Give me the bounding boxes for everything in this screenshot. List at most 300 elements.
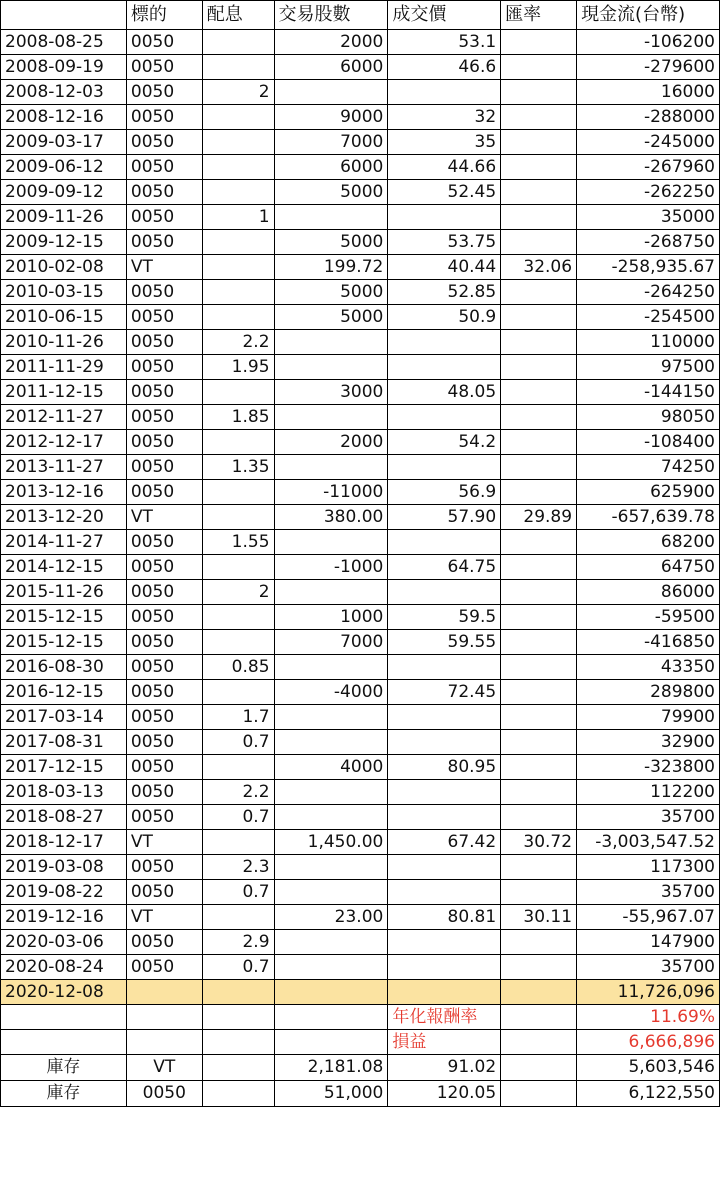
- cell-shares[interactable]: [274, 80, 388, 105]
- cell-date[interactable]: 2009-03-17: [1, 130, 127, 155]
- cell-dividend[interactable]: [202, 130, 274, 155]
- cell-cashflow[interactable]: 86000: [577, 580, 720, 605]
- cell-dividend[interactable]: [202, 505, 274, 530]
- cell-cashflow[interactable]: -144150: [577, 380, 720, 405]
- cell-date[interactable]: 2008-12-03: [1, 80, 127, 105]
- cell-ticker[interactable]: 0050: [126, 305, 202, 330]
- inventory-cell-ticker[interactable]: 0050: [126, 1081, 202, 1107]
- cell-empty[interactable]: [274, 1030, 388, 1055]
- cell-dividend[interactable]: [202, 230, 274, 255]
- cell-fx[interactable]: [501, 280, 577, 305]
- cell-cashflow[interactable]: -267960: [577, 155, 720, 180]
- cell-dividend[interactable]: [202, 680, 274, 705]
- column-header-fx[interactable]: 匯率: [501, 1, 577, 30]
- pnl-label[interactable]: 損益: [388, 1030, 501, 1055]
- cell-cashflow[interactable]: 64750: [577, 555, 720, 580]
- cell-fx[interactable]: [501, 180, 577, 205]
- cell-price[interactable]: 50.9: [388, 305, 501, 330]
- cell-ticker[interactable]: 0050: [126, 680, 202, 705]
- cell-shares[interactable]: 7000: [274, 130, 388, 155]
- cell-price[interactable]: 64.75: [388, 555, 501, 580]
- cell-cashflow[interactable]: -657,639.78: [577, 505, 720, 530]
- inventory-cell-date[interactable]: 庫存: [1, 1081, 127, 1107]
- cell-dividend[interactable]: [202, 155, 274, 180]
- cell-cashflow[interactable]: -59500: [577, 605, 720, 630]
- cell-price[interactable]: 46.6: [388, 55, 501, 80]
- cell-ticker[interactable]: 0050: [126, 580, 202, 605]
- cell-shares[interactable]: [274, 880, 388, 905]
- cell-date[interactable]: 2017-08-31: [1, 730, 127, 755]
- cell-shares[interactable]: [274, 805, 388, 830]
- cell-cashflow[interactable]: 32900: [577, 730, 720, 755]
- inventory-cell-fx[interactable]: [501, 1081, 577, 1107]
- cell-price[interactable]: [388, 655, 501, 680]
- cell-price[interactable]: [388, 405, 501, 430]
- cell-fx[interactable]: 30.11: [501, 905, 577, 930]
- cell-dividend[interactable]: [202, 605, 274, 630]
- cell-fx[interactable]: [501, 955, 577, 980]
- cell-ticker[interactable]: 0050: [126, 530, 202, 555]
- cell-price[interactable]: 53.1: [388, 30, 501, 55]
- cell-ticker[interactable]: 0050: [126, 780, 202, 805]
- cell-ticker[interactable]: 0050: [126, 155, 202, 180]
- cell-fx[interactable]: 32.06: [501, 255, 577, 280]
- cell-cashflow[interactable]: 68200: [577, 530, 720, 555]
- cell-dividend[interactable]: [202, 755, 274, 780]
- cell-fx[interactable]: [501, 155, 577, 180]
- cell-fx[interactable]: [501, 580, 577, 605]
- cell-shares[interactable]: [274, 655, 388, 680]
- cell-fx[interactable]: [501, 405, 577, 430]
- cell-ticker[interactable]: 0050: [126, 730, 202, 755]
- cell-fx[interactable]: [501, 80, 577, 105]
- cell-dividend[interactable]: [202, 555, 274, 580]
- cell-date[interactable]: 2018-08-27: [1, 805, 127, 830]
- cell-date[interactable]: 2009-12-15: [1, 230, 127, 255]
- cell-ticker[interactable]: 0050: [126, 630, 202, 655]
- cell-cashflow[interactable]: 16000: [577, 80, 720, 105]
- cell-price[interactable]: [388, 980, 501, 1005]
- cell-price[interactable]: [388, 580, 501, 605]
- cell-cashflow[interactable]: -262250: [577, 180, 720, 205]
- cell-price[interactable]: 52.85: [388, 280, 501, 305]
- cell-price[interactable]: 59.5: [388, 605, 501, 630]
- cell-shares[interactable]: [274, 855, 388, 880]
- cell-date[interactable]: 2014-11-27: [1, 530, 127, 555]
- cell-ticker[interactable]: VT: [126, 255, 202, 280]
- cell-price[interactable]: [388, 530, 501, 555]
- cell-fx[interactable]: [501, 105, 577, 130]
- cell-date[interactable]: 2016-08-30: [1, 655, 127, 680]
- cell-date[interactable]: 2011-11-29: [1, 355, 127, 380]
- cell-dividend[interactable]: [202, 105, 274, 130]
- inventory-cell-dividend[interactable]: [202, 1081, 274, 1107]
- cell-ticker[interactable]: 0050: [126, 105, 202, 130]
- cell-fx[interactable]: [501, 380, 577, 405]
- cell-cashflow[interactable]: 112200: [577, 780, 720, 805]
- cell-date[interactable]: 2020-12-08: [1, 980, 127, 1005]
- cell-date[interactable]: 2020-08-24: [1, 955, 127, 980]
- column-header-cashflow[interactable]: 現金流(台幣): [577, 1, 720, 30]
- column-header-dividend[interactable]: 配息: [202, 1, 274, 30]
- cell-shares[interactable]: [274, 205, 388, 230]
- cell-ticker[interactable]: 0050: [126, 205, 202, 230]
- cell-shares[interactable]: 23.00: [274, 905, 388, 930]
- cell-ticker[interactable]: [126, 980, 202, 1005]
- cell-shares[interactable]: 6000: [274, 155, 388, 180]
- cell-cashflow[interactable]: -258,935.67: [577, 255, 720, 280]
- cell-price[interactable]: 48.05: [388, 380, 501, 405]
- cell-fx[interactable]: [501, 30, 577, 55]
- pnl-value[interactable]: 6,666,896: [577, 1030, 720, 1055]
- cell-fx[interactable]: [501, 230, 577, 255]
- cell-fx[interactable]: [501, 780, 577, 805]
- cell-price[interactable]: 44.66: [388, 155, 501, 180]
- cell-price[interactable]: [388, 805, 501, 830]
- cell-price[interactable]: [388, 330, 501, 355]
- cell-ticker[interactable]: 0050: [126, 805, 202, 830]
- cell-price[interactable]: [388, 780, 501, 805]
- cell-cashflow[interactable]: 110000: [577, 330, 720, 355]
- inventory-cell-dividend[interactable]: [202, 1055, 274, 1081]
- cell-fx[interactable]: [501, 305, 577, 330]
- cell-dividend[interactable]: 2.2: [202, 330, 274, 355]
- cell-fx[interactable]: 30.72: [501, 830, 577, 855]
- cell-fx[interactable]: [501, 880, 577, 905]
- cell-empty[interactable]: [501, 1030, 577, 1055]
- cell-shares[interactable]: [274, 405, 388, 430]
- inventory-cell-ticker[interactable]: VT: [126, 1055, 202, 1081]
- cell-dividend[interactable]: 1.95: [202, 355, 274, 380]
- cell-dividend[interactable]: 1: [202, 205, 274, 230]
- cell-shares[interactable]: 1,450.00: [274, 830, 388, 855]
- cell-price[interactable]: 59.55: [388, 630, 501, 655]
- cell-shares[interactable]: -4000: [274, 680, 388, 705]
- cell-date[interactable]: 2013-11-27: [1, 455, 127, 480]
- inventory-cell-date[interactable]: 庫存: [1, 1055, 127, 1081]
- cell-shares[interactable]: [274, 330, 388, 355]
- cell-dividend[interactable]: 0.7: [202, 880, 274, 905]
- cell-date[interactable]: 2011-12-15: [1, 380, 127, 405]
- cell-date[interactable]: 2019-12-16: [1, 905, 127, 930]
- cell-dividend[interactable]: [202, 280, 274, 305]
- cell-ticker[interactable]: 0050: [126, 330, 202, 355]
- cell-cashflow[interactable]: 35000: [577, 205, 720, 230]
- cell-cashflow[interactable]: -279600: [577, 55, 720, 80]
- cell-price[interactable]: 80.95: [388, 755, 501, 780]
- cell-dividend[interactable]: 1.35: [202, 455, 274, 480]
- cell-date[interactable]: 2015-12-15: [1, 630, 127, 655]
- cell-cashflow[interactable]: 625900: [577, 480, 720, 505]
- cell-shares[interactable]: 5000: [274, 305, 388, 330]
- cell-ticker[interactable]: 0050: [126, 430, 202, 455]
- cell-dividend[interactable]: 2.2: [202, 780, 274, 805]
- cell-date[interactable]: 2008-08-25: [1, 30, 127, 55]
- cell-date[interactable]: 2009-09-12: [1, 180, 127, 205]
- cell-dividend[interactable]: [202, 480, 274, 505]
- column-header-shares[interactable]: 交易股數: [274, 1, 388, 30]
- cell-shares[interactable]: [274, 780, 388, 805]
- cell-fx[interactable]: [501, 630, 577, 655]
- cell-dividend[interactable]: [202, 180, 274, 205]
- cell-ticker[interactable]: 0050: [126, 130, 202, 155]
- cell-price[interactable]: [388, 955, 501, 980]
- cell-date[interactable]: 2013-12-16: [1, 480, 127, 505]
- cell-fx[interactable]: [501, 55, 577, 80]
- cell-empty[interactable]: [202, 1005, 274, 1030]
- cell-ticker[interactable]: 0050: [126, 955, 202, 980]
- cell-ticker[interactable]: VT: [126, 830, 202, 855]
- cell-ticker[interactable]: 0050: [126, 30, 202, 55]
- cell-dividend[interactable]: 1.55: [202, 530, 274, 555]
- cell-empty[interactable]: [274, 1005, 388, 1030]
- cell-dividend[interactable]: 0.7: [202, 955, 274, 980]
- cell-date[interactable]: 2015-12-15: [1, 605, 127, 630]
- cell-price[interactable]: 40.44: [388, 255, 501, 280]
- cell-cashflow[interactable]: -108400: [577, 430, 720, 455]
- cell-dividend[interactable]: 2.9: [202, 930, 274, 955]
- cell-price[interactable]: [388, 205, 501, 230]
- cell-cashflow[interactable]: 289800: [577, 680, 720, 705]
- cell-ticker[interactable]: 0050: [126, 280, 202, 305]
- cell-fx[interactable]: [501, 205, 577, 230]
- cell-price[interactable]: [388, 455, 501, 480]
- cell-ticker[interactable]: 0050: [126, 930, 202, 955]
- cell-dividend[interactable]: 0.85: [202, 655, 274, 680]
- cell-date[interactable]: 2010-02-08: [1, 255, 127, 280]
- cell-ticker[interactable]: VT: [126, 505, 202, 530]
- cell-date[interactable]: 2020-03-06: [1, 930, 127, 955]
- cell-dividend[interactable]: [202, 55, 274, 80]
- cell-cashflow[interactable]: 97500: [577, 355, 720, 380]
- column-header-date[interactable]: [1, 1, 127, 30]
- cell-price[interactable]: [388, 855, 501, 880]
- cell-price[interactable]: 35: [388, 130, 501, 155]
- cell-price[interactable]: [388, 80, 501, 105]
- cell-dividend[interactable]: [202, 255, 274, 280]
- cell-date[interactable]: 2013-12-20: [1, 505, 127, 530]
- cell-shares[interactable]: 6000: [274, 55, 388, 80]
- cell-dividend[interactable]: [202, 830, 274, 855]
- cell-cashflow[interactable]: 35700: [577, 880, 720, 905]
- cell-shares[interactable]: 7000: [274, 630, 388, 655]
- inventory-cell-shares[interactable]: 2,181.08: [274, 1055, 388, 1081]
- cell-shares[interactable]: 2000: [274, 430, 388, 455]
- column-header-price[interactable]: 成交價: [388, 1, 501, 30]
- cell-shares[interactable]: 4000: [274, 755, 388, 780]
- cell-price[interactable]: [388, 355, 501, 380]
- cell-fx[interactable]: [501, 755, 577, 780]
- cell-cashflow[interactable]: -268750: [577, 230, 720, 255]
- cell-date[interactable]: 2014-12-15: [1, 555, 127, 580]
- cell-dividend[interactable]: 1.7: [202, 705, 274, 730]
- cell-empty[interactable]: [1, 1030, 127, 1055]
- cell-dividend[interactable]: [202, 980, 274, 1005]
- inventory-cell-price[interactable]: 91.02: [388, 1055, 501, 1081]
- cell-shares[interactable]: 5000: [274, 230, 388, 255]
- cell-ticker[interactable]: 0050: [126, 180, 202, 205]
- cell-price[interactable]: 80.81: [388, 905, 501, 930]
- cell-ticker[interactable]: 0050: [126, 655, 202, 680]
- cell-ticker[interactable]: 0050: [126, 605, 202, 630]
- cell-date[interactable]: 2009-06-12: [1, 155, 127, 180]
- cell-empty[interactable]: [202, 1030, 274, 1055]
- cell-fx[interactable]: [501, 530, 577, 555]
- cell-date[interactable]: 2018-03-13: [1, 780, 127, 805]
- cell-fx[interactable]: [501, 680, 577, 705]
- cell-fx[interactable]: [501, 980, 577, 1005]
- cell-ticker[interactable]: 0050: [126, 355, 202, 380]
- cell-ticker[interactable]: 0050: [126, 705, 202, 730]
- cell-fx[interactable]: [501, 605, 577, 630]
- cell-date[interactable]: 2016-12-15: [1, 680, 127, 705]
- inventory-cell-fx[interactable]: [501, 1055, 577, 1081]
- cell-fx[interactable]: [501, 855, 577, 880]
- cell-cashflow[interactable]: -264250: [577, 280, 720, 305]
- cell-dividend[interactable]: [202, 305, 274, 330]
- cell-shares[interactable]: [274, 530, 388, 555]
- cell-ticker[interactable]: 0050: [126, 880, 202, 905]
- cell-price[interactable]: 67.42: [388, 830, 501, 855]
- inventory-cell-cashflow[interactable]: 5,603,546: [577, 1055, 720, 1081]
- cell-shares[interactable]: [274, 355, 388, 380]
- cell-cashflow[interactable]: -416850: [577, 630, 720, 655]
- cell-cashflow[interactable]: 35700: [577, 955, 720, 980]
- cell-shares[interactable]: [274, 955, 388, 980]
- cell-cashflow[interactable]: -323800: [577, 755, 720, 780]
- cell-ticker[interactable]: 0050: [126, 55, 202, 80]
- cell-price[interactable]: [388, 730, 501, 755]
- cell-shares[interactable]: 380.00: [274, 505, 388, 530]
- cell-price[interactable]: 53.75: [388, 230, 501, 255]
- cell-ticker[interactable]: 0050: [126, 855, 202, 880]
- annualized-return-label[interactable]: 年化報酬率: [388, 1005, 501, 1030]
- cell-shares[interactable]: [274, 930, 388, 955]
- cell-shares[interactable]: 5000: [274, 180, 388, 205]
- cell-date[interactable]: 2012-11-27: [1, 405, 127, 430]
- cell-date[interactable]: 2010-11-26: [1, 330, 127, 355]
- cell-shares[interactable]: 2000: [274, 30, 388, 55]
- inventory-cell-shares[interactable]: 51,000: [274, 1081, 388, 1107]
- cell-price[interactable]: 52.45: [388, 180, 501, 205]
- annualized-return-value[interactable]: 11.69%: [577, 1005, 720, 1030]
- cell-empty[interactable]: [1, 1005, 127, 1030]
- cell-cashflow[interactable]: 117300: [577, 855, 720, 880]
- cell-cashflow[interactable]: 79900: [577, 705, 720, 730]
- cell-empty[interactable]: [501, 1005, 577, 1030]
- cell-fx[interactable]: 29.89: [501, 505, 577, 530]
- cell-price[interactable]: 57.90: [388, 505, 501, 530]
- cell-cashflow[interactable]: 35700: [577, 805, 720, 830]
- cell-date[interactable]: 2019-08-22: [1, 880, 127, 905]
- cell-dividend[interactable]: 0.7: [202, 805, 274, 830]
- cell-fx[interactable]: [501, 805, 577, 830]
- cell-price[interactable]: 32: [388, 105, 501, 130]
- inventory-cell-price[interactable]: 120.05: [388, 1081, 501, 1107]
- cell-shares[interactable]: [274, 730, 388, 755]
- cell-cashflow[interactable]: 74250: [577, 455, 720, 480]
- cell-shares[interactable]: -1000: [274, 555, 388, 580]
- cell-cashflow[interactable]: 98050: [577, 405, 720, 430]
- cell-fx[interactable]: [501, 480, 577, 505]
- cell-ticker[interactable]: 0050: [126, 405, 202, 430]
- cell-date[interactable]: 2018-12-17: [1, 830, 127, 855]
- cell-cashflow[interactable]: -3,003,547.52: [577, 830, 720, 855]
- cell-fx[interactable]: [501, 455, 577, 480]
- cell-shares[interactable]: [274, 580, 388, 605]
- cell-fx[interactable]: [501, 705, 577, 730]
- cell-shares[interactable]: 3000: [274, 380, 388, 405]
- cell-price[interactable]: [388, 705, 501, 730]
- cell-shares[interactable]: 9000: [274, 105, 388, 130]
- cell-date[interactable]: 2010-03-15: [1, 280, 127, 305]
- cell-ticker[interactable]: 0050: [126, 480, 202, 505]
- cell-dividend[interactable]: [202, 430, 274, 455]
- cell-dividend[interactable]: 1.85: [202, 405, 274, 430]
- cell-shares[interactable]: 199.72: [274, 255, 388, 280]
- cell-price[interactable]: 72.45: [388, 680, 501, 705]
- cell-cashflow[interactable]: -288000: [577, 105, 720, 130]
- cell-dividend[interactable]: 0.7: [202, 730, 274, 755]
- cell-date[interactable]: 2009-11-26: [1, 205, 127, 230]
- cell-fx[interactable]: [501, 130, 577, 155]
- cell-empty[interactable]: [126, 1030, 202, 1055]
- cell-cashflow[interactable]: 11,726,096: [577, 980, 720, 1005]
- cell-dividend[interactable]: [202, 380, 274, 405]
- cell-date[interactable]: 2008-12-16: [1, 105, 127, 130]
- cell-date[interactable]: 2017-03-14: [1, 705, 127, 730]
- cell-ticker[interactable]: VT: [126, 905, 202, 930]
- cell-ticker[interactable]: 0050: [126, 80, 202, 105]
- cell-ticker[interactable]: 0050: [126, 455, 202, 480]
- cell-dividend[interactable]: 2.3: [202, 855, 274, 880]
- cell-shares[interactable]: 5000: [274, 280, 388, 305]
- cell-dividend[interactable]: 2: [202, 80, 274, 105]
- cell-cashflow[interactable]: -106200: [577, 30, 720, 55]
- cell-cashflow[interactable]: 147900: [577, 930, 720, 955]
- cell-ticker[interactable]: 0050: [126, 755, 202, 780]
- cell-fx[interactable]: [501, 655, 577, 680]
- cell-date[interactable]: 2008-09-19: [1, 55, 127, 80]
- cell-shares[interactable]: -11000: [274, 480, 388, 505]
- cell-date[interactable]: 2012-12-17: [1, 430, 127, 455]
- cell-cashflow[interactable]: -245000: [577, 130, 720, 155]
- cell-date[interactable]: 2010-06-15: [1, 305, 127, 330]
- cell-shares[interactable]: 1000: [274, 605, 388, 630]
- cell-ticker[interactable]: 0050: [126, 230, 202, 255]
- cell-shares[interactable]: [274, 455, 388, 480]
- cell-cashflow[interactable]: -254500: [577, 305, 720, 330]
- cell-shares[interactable]: [274, 705, 388, 730]
- cell-price[interactable]: [388, 880, 501, 905]
- cell-price[interactable]: 54.2: [388, 430, 501, 455]
- cell-dividend[interactable]: 2: [202, 580, 274, 605]
- cell-cashflow[interactable]: 43350: [577, 655, 720, 680]
- cell-date[interactable]: 2017-12-15: [1, 755, 127, 780]
- cell-fx[interactable]: [501, 330, 577, 355]
- cell-date[interactable]: 2015-11-26: [1, 580, 127, 605]
- cell-empty[interactable]: [126, 1005, 202, 1030]
- cell-date[interactable]: 2019-03-08: [1, 855, 127, 880]
- cell-ticker[interactable]: 0050: [126, 555, 202, 580]
- cell-fx[interactable]: [501, 430, 577, 455]
- cell-price[interactable]: 56.9: [388, 480, 501, 505]
- cell-dividend[interactable]: [202, 905, 274, 930]
- cell-price[interactable]: [388, 930, 501, 955]
- cell-ticker[interactable]: 0050: [126, 380, 202, 405]
- cell-fx[interactable]: [501, 930, 577, 955]
- cell-fx[interactable]: [501, 555, 577, 580]
